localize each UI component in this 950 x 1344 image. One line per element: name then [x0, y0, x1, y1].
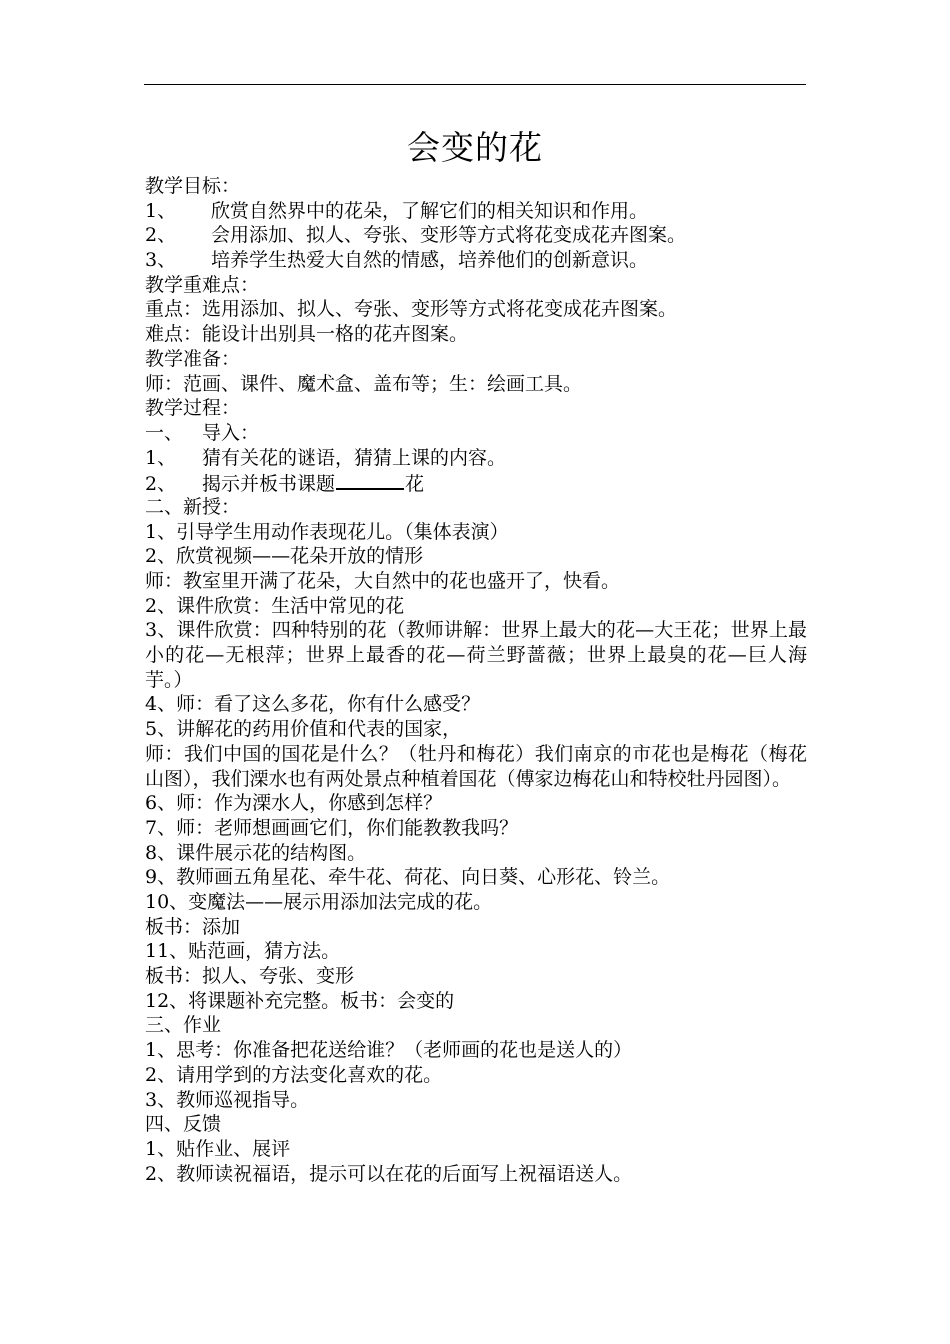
objective-item — [145, 223, 807, 248]
feedback-line: 1、贴作业、展评 — [145, 1137, 291, 1160]
new-lesson-line: 12、将课题补充完整。板书：会变的 — [145, 989, 455, 1012]
key-point: 重点：选用添加、拟人、夸张、变形等方式将花变成花卉图案。 — [145, 298, 678, 321]
objectives-heading: 教学目标： — [145, 175, 241, 197]
new-lesson-line: 5、讲解花的药用价值和代表的国家， — [145, 718, 462, 741]
feedback-line: 2、教师读祝福语，提示可以在花的后面写上祝福语送人。 — [145, 1162, 633, 1185]
title-blank — [336, 470, 404, 490]
new-lesson-line: 4、师：看了这么多花，你有什么感受？ — [145, 693, 481, 716]
objective-item — [145, 199, 807, 224]
intro-item — [145, 470, 807, 495]
homework-heading: 三、作业 — [145, 1014, 222, 1037]
intro-heading-text: 导入： — [202, 421, 260, 444]
new-lesson-line: 8、课件展示花的结构图。 — [145, 841, 367, 864]
new-lesson-line: 1、引导学生用动作表现花儿。（集体表演） — [145, 520, 509, 543]
new-lesson-line: 7、师：老师想画画它们，你们能教教我吗？ — [145, 816, 519, 839]
new-lesson-paragraph: 3、课件欣赏：四种特别的花（教师讲解：世界上最大的花—大王花；世界上最小的花—无根萍；世界上最香的花—荷兰野蔷薇；世界上最臭的花—巨人海芋。） — [145, 619, 807, 691]
new-lesson-line: 6、师：作为溧水人，你感到怎样？ — [145, 792, 443, 815]
difficult-point: 难点：能设计出别具一格的花卉图案。 — [145, 323, 469, 346]
new-lesson-line: 11、贴范画，猜方法。 — [145, 940, 341, 963]
new-lesson-paragraph: 师：我们中国的国花是什么？（牡丹和梅花）我们南京的市花也是梅花（梅花山图），我们溧水也有两处景点种植着国花（傅家边梅花山和特校牡丹园图）。 — [145, 742, 807, 790]
key-points-heading: 教学重难点： — [145, 273, 260, 296]
homework-line: 3、教师巡视指导。 — [145, 1088, 310, 1111]
preparation-heading: 教学准备： — [145, 347, 241, 370]
intro-heading — [145, 421, 807, 446]
objective-text: 培养学生热爱大自然的情感，培养他们的创新意识。 — [211, 249, 649, 272]
new-lesson-line: 2、欣赏视频——花朵开放的情形 — [145, 545, 424, 568]
objective-number: 1、 — [145, 199, 177, 222]
intro-item-number: 1、 — [145, 446, 177, 469]
homework-line: 2、请用学到的方法变化喜欢的花。 — [145, 1063, 443, 1086]
homework-line: 1、思考：你准备把花送给谁？（老师画的花也是送人的） — [145, 1039, 633, 1062]
objective-text: 欣赏自然界中的花朵，了解它们的相关知识和作用。 — [211, 199, 649, 222]
new-lesson-line: 2、课件欣赏：生活中常见的花 — [145, 594, 405, 617]
intro-item-text-after: 花 — [405, 473, 425, 496]
new-lesson-line: 10、变魔法——展示用添加法完成的花。 — [145, 891, 493, 914]
process-heading: 教学过程： — [145, 397, 241, 420]
objective-text: 会用添加、拟人、夸张、变形等方式将花变成花卉图案。 — [211, 224, 687, 247]
objective-number: 3、 — [145, 249, 177, 272]
board-note: 板书：添加 — [145, 915, 241, 938]
objective-number: 2、 — [145, 224, 177, 247]
new-lesson-line: 9、教师画五角星花、牵牛花、荷花、向日葵、心形花、铃兰。 — [145, 866, 671, 889]
intro-item-text: 揭示并板书课题 — [202, 473, 336, 496]
objective-item — [145, 248, 807, 273]
page-title: 会变的花 — [407, 128, 543, 167]
new-lesson-heading: 二、新授： — [145, 495, 241, 518]
intro-item — [145, 446, 807, 471]
preparation-text: 师：范画、课件、魔术盒、盖布等；生：绘画工具。 — [145, 372, 583, 395]
board-note: 板书：拟人、夸张、变形 — [145, 965, 355, 988]
document-body — [145, 174, 807, 1186]
intro-item-number: 2、 — [145, 473, 177, 496]
intro-number: 一、 — [145, 421, 184, 444]
intro-item-text: 猜有关花的谜语，猜猜上课的内容。 — [202, 446, 507, 469]
feedback-heading: 四、反馈 — [145, 1113, 222, 1136]
header-rule — [144, 84, 806, 85]
new-lesson-line: 师：教室里开满了花朵，大自然中的花也盛开了，快看。 — [145, 570, 621, 592]
